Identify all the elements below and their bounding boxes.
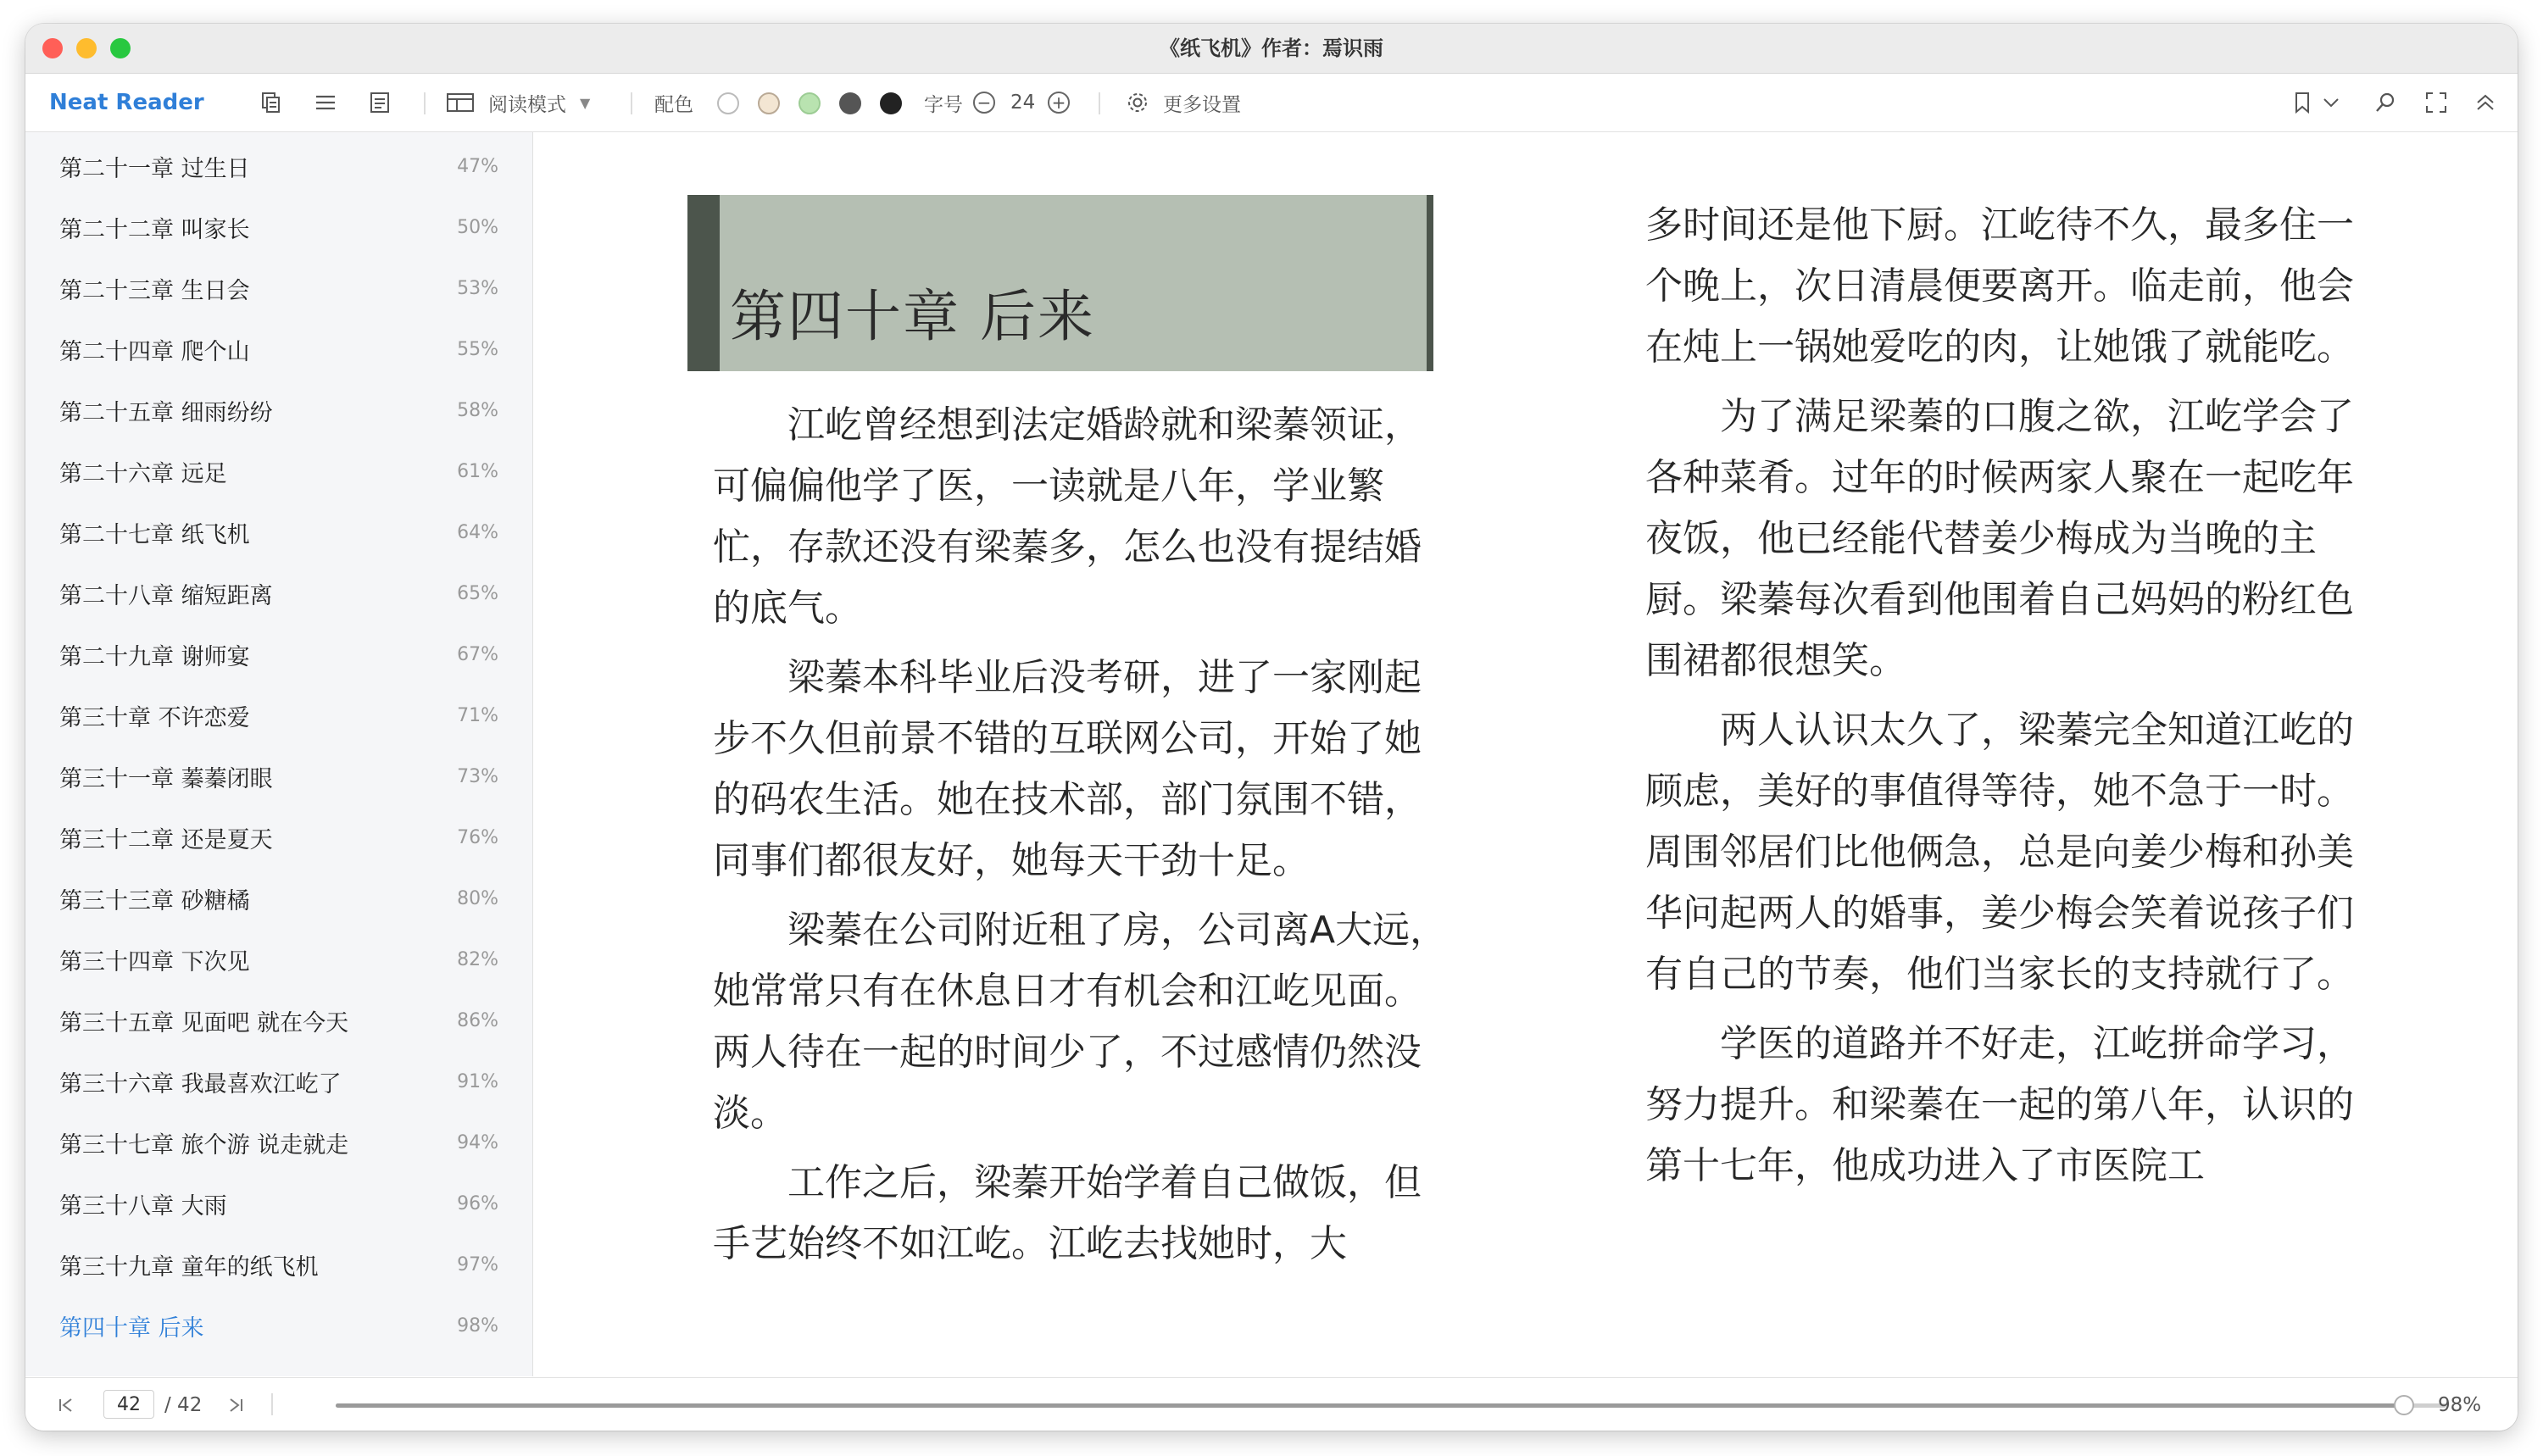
bottom-divider xyxy=(271,1393,273,1415)
toc-item-progress: 82% xyxy=(457,948,498,970)
collapse-up-icon[interactable] xyxy=(2468,74,2502,131)
paragraph: 为了满足梁蓁的口腹之欲，江屹学会了各种菜肴。过年的时候两家人聚在一起吃年夜饭，他已经能代替姜少梅成为当晚的主厨。梁蓁每次看到他围着自己妈妈的粉红色围裙都很想笑。 xyxy=(1645,395,2354,682)
toc-item-progress: 98% xyxy=(457,1314,498,1337)
toc-item[interactable] xyxy=(25,324,532,375)
toc-item-title: 第二十四章 爬个山 xyxy=(59,338,250,365)
toolbar-divider xyxy=(631,92,632,114)
toc-item[interactable] xyxy=(25,873,532,924)
chapter-banner xyxy=(687,195,1433,371)
toc-item[interactable] xyxy=(25,1117,532,1168)
color-label: 配色 xyxy=(654,93,693,116)
toc-item-progress: 65% xyxy=(457,582,498,604)
toc-item-title: 第三十九章 童年的纸飞机 xyxy=(59,1253,319,1281)
toc-item[interactable] xyxy=(25,1056,532,1107)
swatch-sepia[interactable] xyxy=(758,92,780,114)
font-label: 字号 xyxy=(924,93,963,116)
font-size-value: 24 xyxy=(1010,92,1036,114)
toc-item-progress: 64% xyxy=(457,521,498,543)
swatch-gray[interactable] xyxy=(839,92,861,114)
toc-item[interactable] xyxy=(25,385,532,436)
bottom-bar xyxy=(25,1377,2518,1431)
toc-item-title: 第二十八章 缩短距离 xyxy=(59,582,273,609)
toc-item-progress: 76% xyxy=(457,826,498,848)
layout-icon xyxy=(446,92,475,114)
toc-item-title: 第二十一章 过生日 xyxy=(59,155,250,182)
paragraph-continuation: 多时间还是他下厨。江屹待不久，最多住一个晚上，次日清晨便要离开。临走前，他会在炖上一锅她爱吃的肉，让她饿了就能吃。 xyxy=(1645,203,2354,369)
progress-percentage: 98% xyxy=(2438,1393,2482,1416)
toc-item-title: 第三十章 不许恋爱 xyxy=(59,704,250,731)
read-mode-dropdown[interactable] xyxy=(446,74,590,131)
progress-fill xyxy=(336,1403,2404,1408)
page-number-input[interactable]: 42 xyxy=(103,1390,154,1419)
toc-item[interactable] xyxy=(25,568,532,619)
banner-accent-right xyxy=(1427,195,1433,371)
toc-item-progress: 80% xyxy=(457,887,498,909)
paragraph: 江屹曾经想到法定婚龄就和梁蓁领证，可偏偏他学了医，一读就是八年，学业繁忙，存款还没有梁蓁多，怎么也没有提结婚的底气。 xyxy=(713,403,1422,630)
toc-item-title: 第三十二章 还是夏天 xyxy=(59,826,273,853)
toc-item-title: 第四十章 后来 xyxy=(59,1314,204,1342)
toc-item-title: 第二十九章 谢师宴 xyxy=(59,643,250,670)
paragraph: 工作之后，梁蓁开始学着自己做饭，但手艺始终不如江屹。江屹去找她时，大 xyxy=(713,1161,1422,1265)
progress-slider[interactable] xyxy=(336,1403,2446,1408)
swatch-green[interactable] xyxy=(799,92,821,114)
toc-item-progress: 50% xyxy=(457,216,498,238)
paragraph: 梁蓁本科毕业后没考研，进了一家刚起步不久但前景不错的互联网公司，开始了她的码农生活。她在技术部，部门氛围不错，同事们都很友好，她每天干劲十足。 xyxy=(713,656,1422,882)
title-bar xyxy=(25,24,2518,74)
toc-item-progress: 96% xyxy=(457,1192,498,1214)
search-icon[interactable] xyxy=(2368,74,2402,131)
text-column-left xyxy=(713,395,1450,1283)
toc-sidebar xyxy=(25,132,533,1376)
toc-item-title: 第三十六章 我最喜欢江屹了 xyxy=(59,1070,342,1098)
toc-item[interactable] xyxy=(25,446,532,497)
toolbar-divider xyxy=(1099,92,1100,114)
toc-item[interactable] xyxy=(25,263,532,314)
notes-icon[interactable] xyxy=(363,74,397,131)
paragraph: 两人认识太久了，梁蓁完全知道江屹的顾虑，美好的事值得等待，她不急于一时。周围邻居们比他俩急，总是向姜少梅和孙美华问起两人的婚事，姜少梅会笑着说孩子们有自己的节奏，他们当家长的支持就行了。 xyxy=(1645,709,2354,996)
toc-item[interactable] xyxy=(25,1239,532,1290)
swatch-white[interactable] xyxy=(717,92,739,114)
toc-item-progress: 73% xyxy=(457,765,498,787)
paragraph: 梁蓁在公司附近租了房，公司离A大远，她常常只有在休息日才有机会和江屹见面。两人待在一起的时间少了，不过感情仍然没淡。 xyxy=(713,909,1448,1135)
font-decrease-button[interactable] xyxy=(973,74,995,131)
toc-item-progress: 58% xyxy=(457,399,498,421)
copy-icon[interactable] xyxy=(254,74,288,131)
text-column-right xyxy=(1645,195,2383,1205)
toc-item-progress: 71% xyxy=(457,704,498,726)
progress-thumb[interactable] xyxy=(2394,1395,2414,1415)
toc-item-progress: 94% xyxy=(457,1131,498,1153)
toc-item-progress: 61% xyxy=(457,460,498,482)
app-brand[interactable]: Neat Reader xyxy=(49,90,204,115)
toc-item-progress: 86% xyxy=(457,1009,498,1031)
toc-item-title: 第三十一章 蓁蓁闭眼 xyxy=(59,765,273,792)
font-increase-button[interactable] xyxy=(1048,74,1070,131)
toc-item[interactable] xyxy=(25,934,532,985)
toc-list-icon[interactable] xyxy=(309,74,342,131)
chevron-down-icon[interactable] xyxy=(2314,74,2348,131)
reading-area xyxy=(533,132,2518,1376)
toc-item[interactable] xyxy=(25,690,532,741)
read-mode-label: 阅读模式 xyxy=(488,93,566,116)
more-settings-label: 更多设置 xyxy=(1163,93,1241,116)
first-page-icon[interactable] xyxy=(56,1378,76,1431)
toc-item-progress: 67% xyxy=(457,643,498,665)
toc-item-title: 第二十二章 叫家长 xyxy=(59,216,250,243)
toc-item-title: 第三十四章 下次见 xyxy=(59,948,250,975)
chapter-title: 第四十章 后来 xyxy=(730,284,1095,349)
toc-item-title: 第二十五章 细雨纷纷 xyxy=(59,399,273,426)
toolbar-divider xyxy=(424,92,426,114)
toc-item-title: 第三十三章 砂糖橘 xyxy=(59,887,250,914)
toc-item[interactable] xyxy=(25,141,532,192)
toc-item[interactable] xyxy=(25,812,532,863)
toc-item[interactable] xyxy=(25,202,532,253)
total-pages: / 42 xyxy=(164,1393,203,1416)
reader-window xyxy=(25,24,2518,1431)
toc-item-progress: 47% xyxy=(457,155,498,177)
toc-item-progress: 55% xyxy=(457,338,498,360)
toc-item[interactable] xyxy=(25,507,532,558)
toc-item-title: 第二十三章 生日会 xyxy=(59,277,250,304)
toolbar xyxy=(25,74,2518,132)
toc-item-title: 第二十七章 纸飞机 xyxy=(59,521,250,548)
toc-item[interactable] xyxy=(25,751,532,802)
toc-item-progress: 97% xyxy=(457,1253,498,1275)
toc-item-title: 第三十五章 见面吧 就在今天 xyxy=(59,1009,349,1036)
toc-item[interactable] xyxy=(25,629,532,680)
toc-item-progress: 91% xyxy=(457,1070,498,1092)
window-title: 《纸飞机》作者：焉识雨 xyxy=(1160,36,1383,60)
toc-item[interactable] xyxy=(25,995,532,1046)
banner-accent-left xyxy=(687,195,720,371)
swatch-black[interactable] xyxy=(880,92,902,114)
more-settings-button[interactable] xyxy=(1126,74,1241,131)
toc-item[interactable] xyxy=(25,1300,532,1351)
toc-item[interactable] xyxy=(25,1178,532,1229)
gear-icon xyxy=(1126,91,1149,114)
toc-item-title: 第二十六章 远足 xyxy=(59,460,227,487)
last-page-icon[interactable] xyxy=(225,1378,246,1431)
minus-icon: − xyxy=(973,92,995,114)
toc-item-title: 第三十八章 大雨 xyxy=(59,1192,227,1220)
toc-item-title: 第三十七章 旅个游 说走就走 xyxy=(59,1131,349,1159)
chevron-down-icon: ▼ xyxy=(580,94,591,111)
fullscreen-icon[interactable] xyxy=(2419,74,2453,131)
paragraph: 学医的道路并不好走，江屹拼命学习，努力提升。和梁蓁在一起的第八年，认识的第十七年，他成功进入了市医院工 xyxy=(1645,1022,2354,1187)
toc-item-progress: 53% xyxy=(457,277,498,299)
plus-icon: + xyxy=(1048,92,1070,114)
